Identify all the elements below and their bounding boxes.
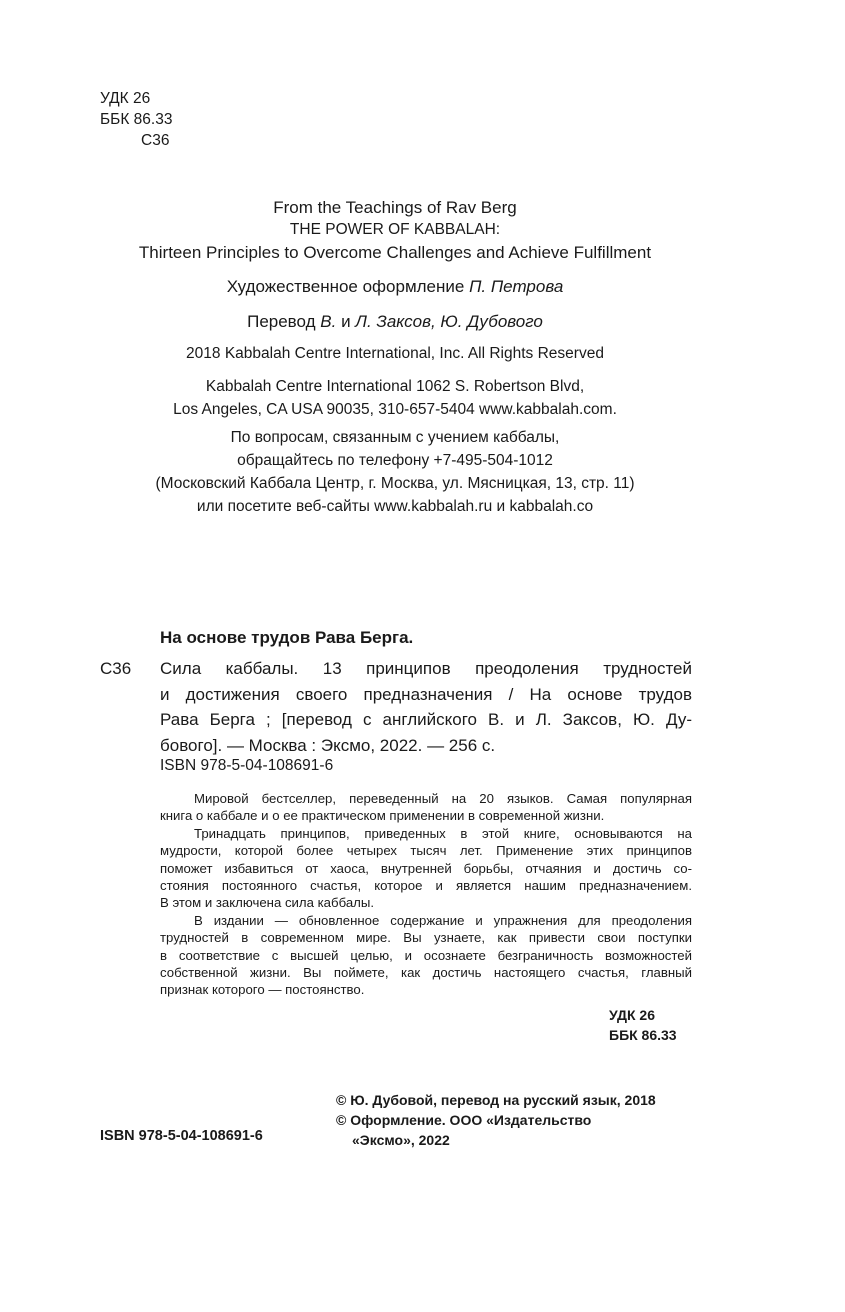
annotation-line: В этом и заключена сила каббалы. — [160, 895, 374, 911]
bibliography-mark: С36 — [100, 659, 132, 678]
contacts-line-2: обращайтесь по телефону +7-495-504-1012 — [237, 452, 553, 469]
bibliography-line-4: бового]. — Москва : Эксмо, 2022. — 256 с. — [160, 735, 496, 755]
address-line-1: Kabbalah Centre International 1062 S. Robertson Blvd, — [205, 378, 585, 395]
annotation-line: книга о каббале и о ее практическом применении в современной жизни. — [160, 808, 605, 824]
annotation-line: поможет избавиться от хаоса, внутренней борьбы, отчаяния и достичь со- — [160, 860, 692, 876]
bottom-codes — [609, 1005, 677, 1045]
bibliography-heading: На основе трудов Рава Берга. — [160, 628, 414, 647]
bibliography-isbn: ISBN 978-5-04-108691-6 — [160, 757, 334, 774]
copyright-design-line-1: © Оформление. ООО «Издательство — [336, 1112, 592, 1128]
annotation-line: трудностей в современном мире. Вы узнаете, как привести свои поступки — [160, 930, 692, 946]
translator-initial: В. — [320, 312, 337, 331]
annotation-line: Мировой бестселлер, переведенный на 20 языков. Самая популярная — [194, 791, 692, 806]
copyright-translation: © Ю. Дубовой, перевод на русский язык, 2018 — [336, 1092, 656, 1108]
original-author-line: From the Teachings of Rav Berg — [273, 198, 517, 217]
annotation-line: стояния постоянного счастья, которое и является нашим предназначением. — [160, 878, 692, 894]
address-line-2: Los Angeles, CA USA 90035, 310-657-5404 www.kabbalah.com. — [173, 401, 617, 418]
contacts-line-4: или посетите веб-сайты www.kabbalah.ru и kabbalah.co — [196, 498, 594, 515]
annotation-line: признак которого — постоянство. — [160, 982, 365, 998]
translator-names: Л. Заксов, Ю. Дубового — [355, 312, 543, 331]
address-block — [0, 375, 790, 421]
design-label: Художественное оформление — [226, 277, 465, 296]
footer-isbn: ISBN 978-5-04-108691-6 — [100, 1128, 263, 1144]
original-title-line: THE POWER OF KABBALAH: — [289, 221, 501, 238]
classification-codes — [100, 88, 172, 151]
bbk-code: ББК 86.33 — [100, 111, 173, 128]
copyright-design-line-2: «Эксмо», 2022 — [352, 1132, 450, 1148]
bibliography-line-1: Сила каббалы. 13 принципов преодоления трудностей — [160, 659, 692, 678]
translation-and: и — [341, 312, 351, 331]
annotation-line: в соответствие с высшей целью, и осознаете безграничность возможностей — [160, 947, 692, 963]
copyright-block — [336, 1090, 656, 1150]
rights-line: 2018 Kabbalah Centre International, Inc. All Rights Reserved — [186, 345, 604, 362]
annotation-line: Тринадцать принципов, приведенных в этой книге, основываются на — [194, 825, 692, 841]
udk-code: УДК 26 — [100, 90, 151, 107]
design-name: П. Петрова — [469, 277, 564, 296]
contacts-line-3: (Московский Каббала Центр, г. Москва, ул. Мясницкая, 13, стр. 11) — [155, 475, 635, 492]
original-subtitle-line: Thirteen Principles to Overcome Challenges and Achieve Fulfillment — [138, 243, 652, 262]
author-mark: С36 — [141, 132, 170, 149]
annotation-line: мудрости, которой более четырех тысяч лет. Применение этих принципов — [160, 843, 692, 859]
contacts-line-1: По вопросам, связанным с учением каббалы, — [230, 429, 560, 446]
annotation-line: В издании — обновленное содержание и упражнения для преодоления — [194, 912, 692, 928]
design-credit — [0, 277, 790, 297]
annotation-line: собственной жизни. Вы поймете, как достичь настоящего счастья, главный — [160, 965, 692, 981]
bibliography-line-2: и достижения своего предназначения / На основе трудов — [160, 684, 692, 704]
bibliography-line-3: Рава Берга ; [перевод с английского В. и Л. Заксов, Ю. Ду- — [160, 710, 692, 729]
translation-credit — [0, 312, 790, 332]
bottom-bbk: ББК 86.33 — [609, 1027, 677, 1043]
contacts-block — [0, 426, 790, 518]
annotation — [160, 790, 692, 999]
translation-label: Перевод — [247, 312, 316, 331]
bottom-udk: УДК 26 — [609, 1007, 655, 1023]
bibliography-record — [160, 656, 692, 758]
